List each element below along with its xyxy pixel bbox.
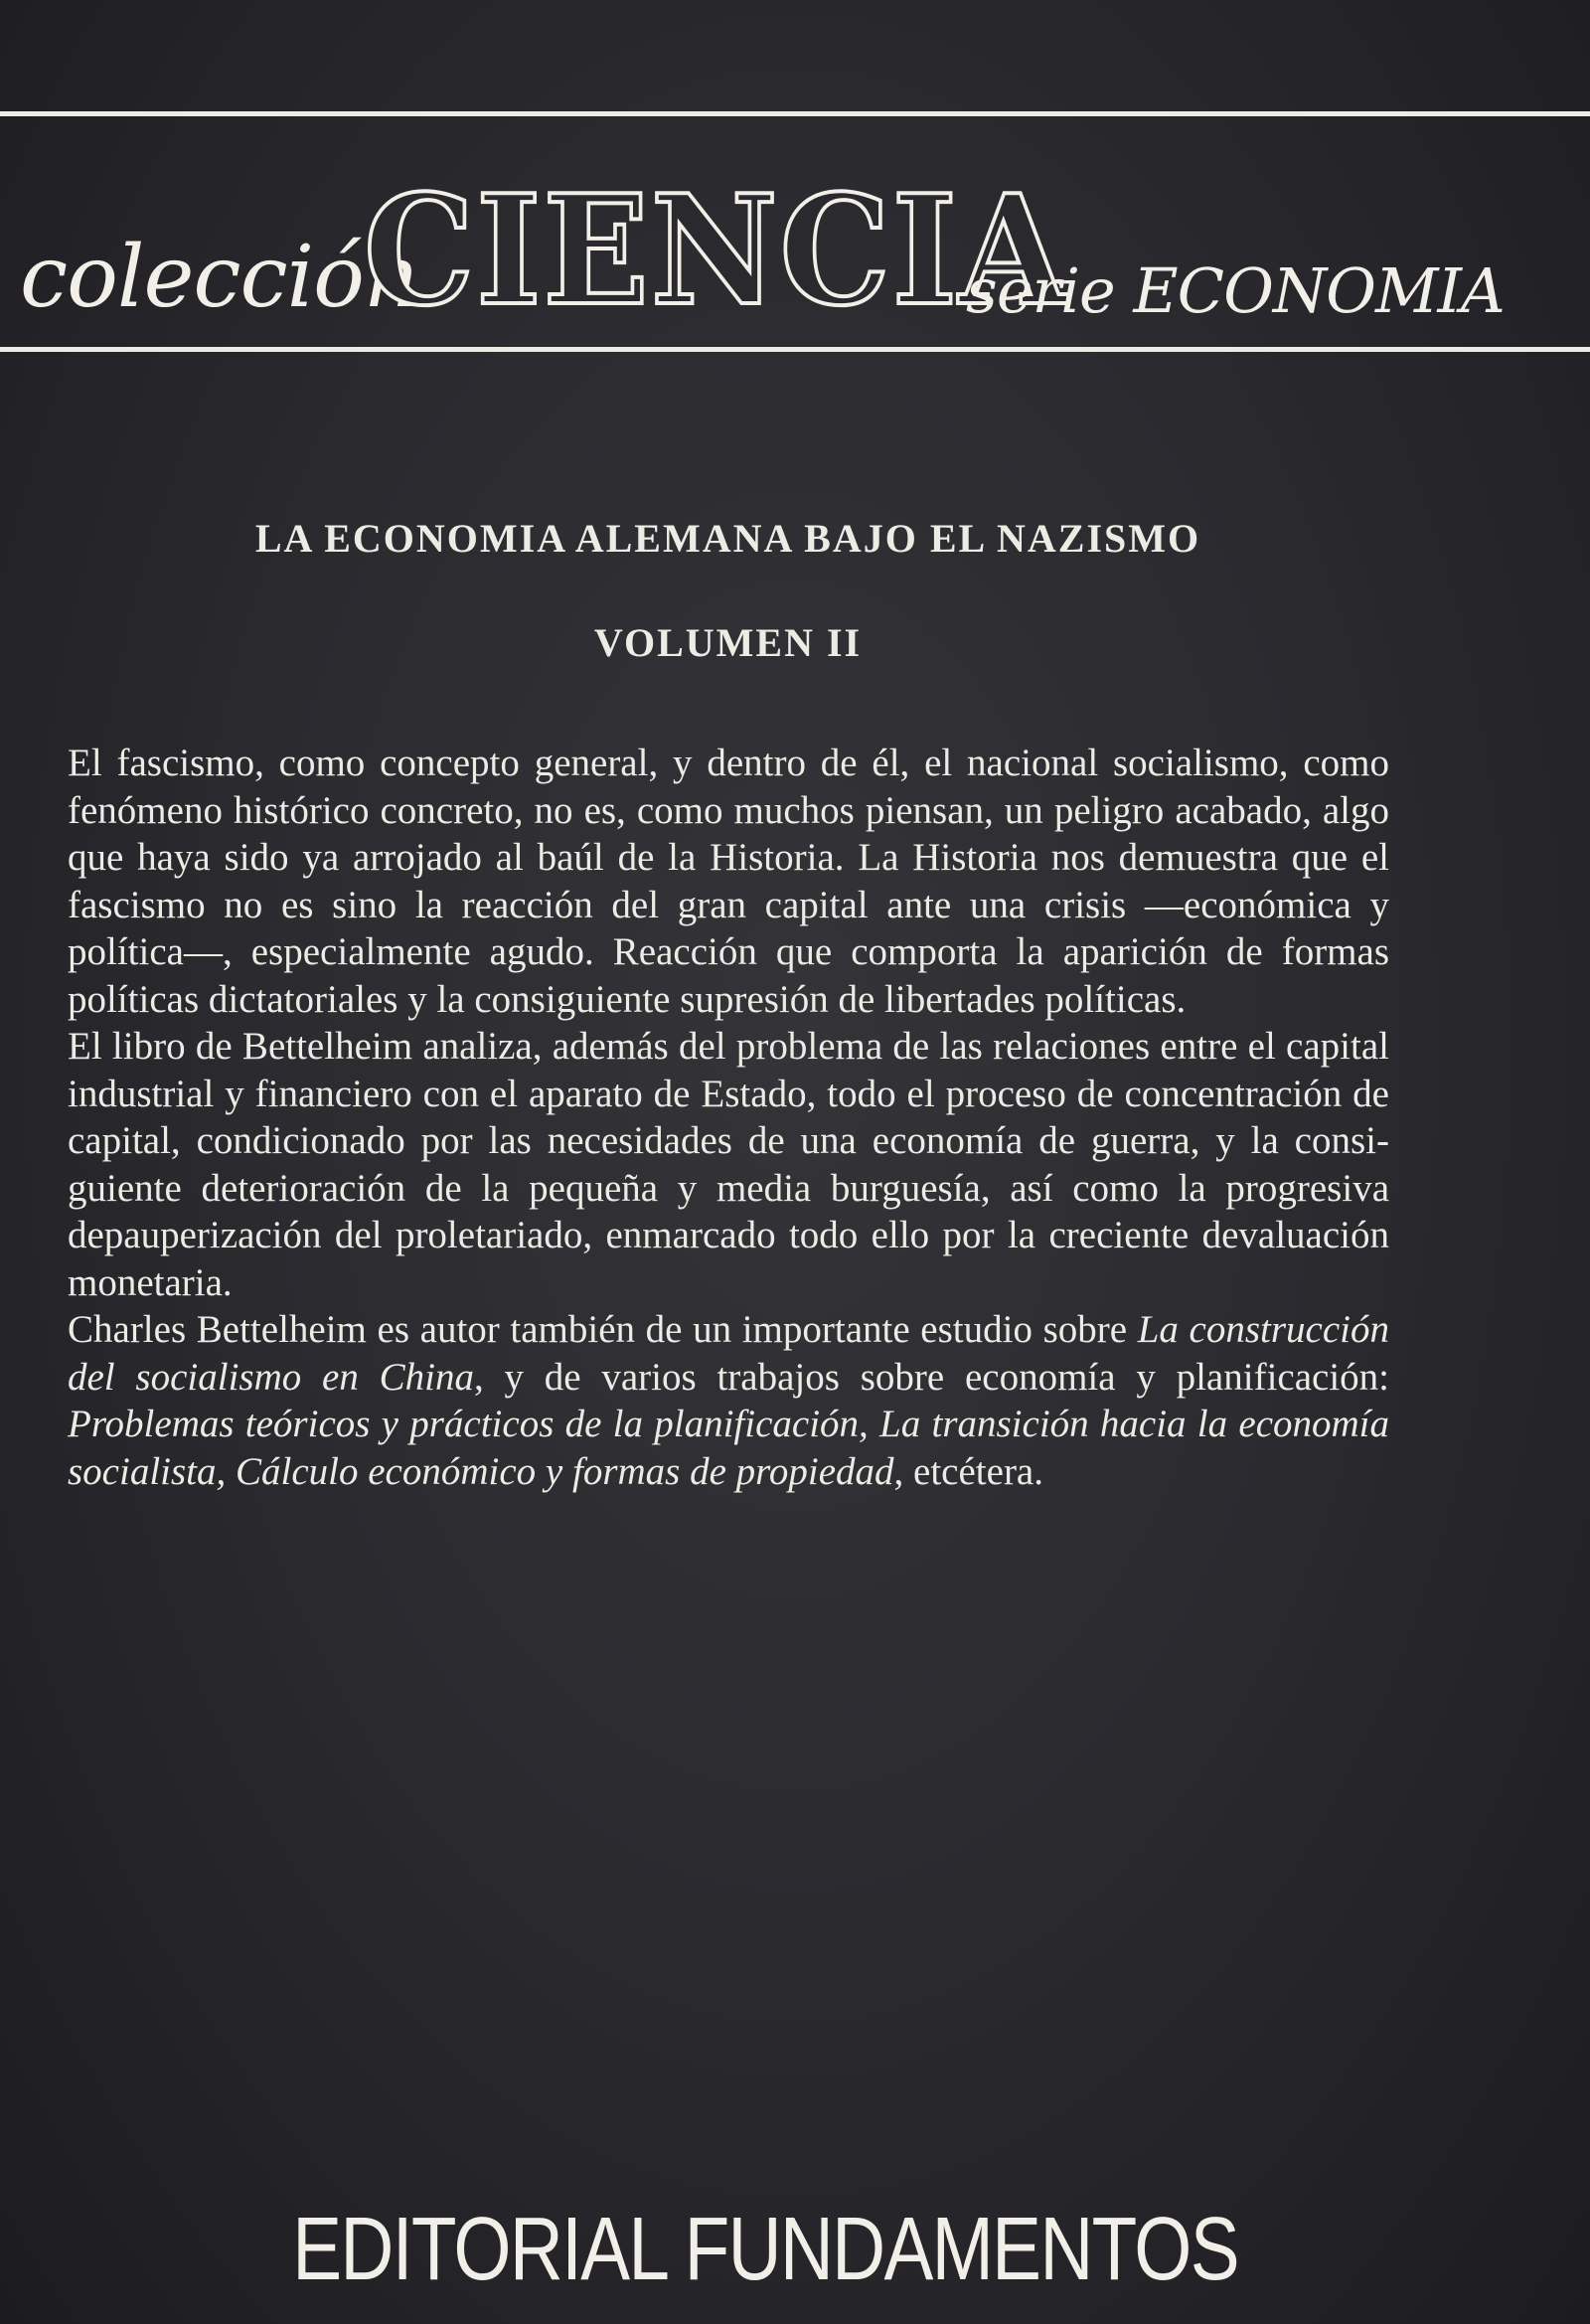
blurb-paragraph-3: [68, 1306, 1389, 1495]
blurb: [68, 740, 1389, 1495]
blurb-paragraph-3-text-c: , etcétera.: [893, 1449, 1043, 1493]
series-band-bottom-rule: [0, 347, 1590, 352]
blurb-paragraph-3-text-a: Charles Bettelheim es autor también de un importante estudio sobre: [68, 1308, 1138, 1351]
collection-label: colección: [20, 228, 418, 327]
blurb-paragraph-1: El fascismo, como concepto general, y dentro de él, el nacional socialismo, como fenómeno histórico concreto, no es, como muchos piensan, un peligro acabado, algo que haya sido ya arrojado al baúl de la Historia. La Historia nos demuestra que el fascismo no es sino la reacción del gran capital ante una crisis —económica y política—, especialmente agudo. Reacción que comporta la aparición de formas políticas dictatoriales y la consiguiente supresión de libertades políticas.: [68, 742, 1389, 1021]
collection-name-logo: CIENCIA: [364, 161, 1069, 339]
book-volume: VOLUMEN II: [593, 620, 863, 665]
book-title: LA ECONOMIA ALEMANA BAJO EL NAZISMO: [254, 516, 1201, 561]
blurb-work-titles-2: Problemas teóricos y prácticos de la planificación, La transición hacia la economía socialista, Cálculo económico y formas de propiedad: [68, 1403, 1389, 1493]
blurb-paragraph-3-text-b: , y de varios trabajos sobre economía y planificación:: [473, 1355, 1390, 1399]
series-label: serie ECONOMIA: [966, 254, 1505, 327]
publisher-name: EDITORIAL FUNDAMENTOS: [292, 2200, 1238, 2299]
blurb-work-title-1: La construcción del socialismo en China: [68, 1308, 1389, 1399]
blurb-paragraph-2: El libro de Bettelheim analiza, además del problema de las relaciones entre el capital industrial y financiero con el aparato de Estado, todo el proceso de concentración de capital, condicionado por las necesidades de una economía de guerra, y la consiguiente deterioración de la pequeña y media burguesía, así como la progresiva depauperización del proletariado, enmarcado todo ello por la creciente devaluación monetaria.: [68, 1025, 1389, 1304]
